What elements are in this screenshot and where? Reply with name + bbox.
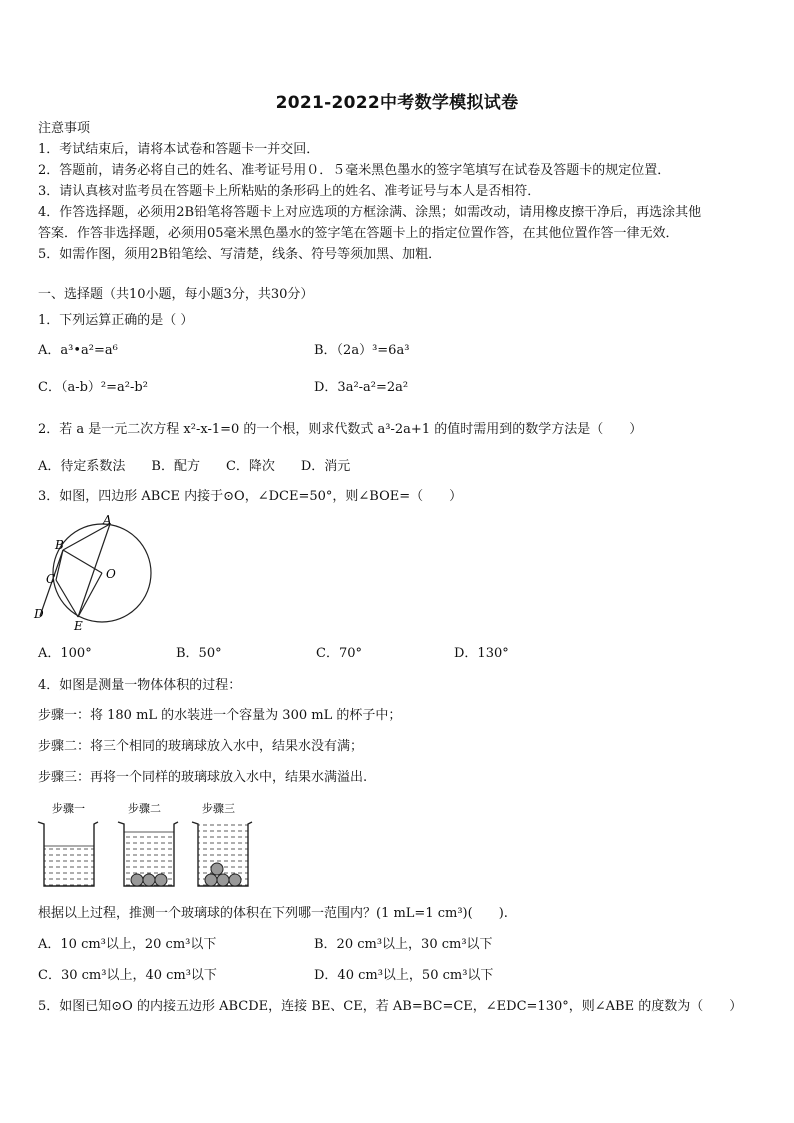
q4-option-b: B．20 cm³以上，30 cm³以下 — [314, 937, 493, 952]
label-a: A — [103, 513, 112, 527]
glass-ball — [205, 874, 217, 886]
section-heading: 一、选择题（共10小题，每小题3分，共30分） — [38, 287, 314, 302]
q1-option-a: A．a³•a²=a⁶ — [38, 343, 118, 358]
beaker-step-2 — [118, 822, 178, 886]
question-4-stem: 4．如图是测量一物体体积的过程： — [38, 678, 242, 693]
glass-ball — [131, 874, 143, 886]
q1-option-b: B．（2a）³=6a³ — [314, 343, 410, 358]
question-3-stem: 3．如图，四边形 ABCE 内接于⊙O，∠DCE=50°，则∠BOE=（ ） — [38, 489, 463, 504]
label-e: E — [74, 619, 83, 633]
q4-option-c: C．30 cm³以上，40 cm³以下 — [38, 968, 217, 983]
q4-step-3: 步骤三：再将一个同样的玻璃球放入水中，结果水满溢出. — [38, 770, 368, 785]
q4-step-1: 步骤一：将 180 mL 的水装进一个容量为 300 mL 的杯子中； — [38, 708, 402, 723]
glass-ball — [211, 863, 223, 875]
segment-oe — [78, 573, 102, 617]
question-2-stem: 2．若 a 是一元二次方程 x²-x-1=0 的一个根，则求代数式 a³-2a+1 的值时需用到的数学方法是（ ） — [38, 422, 643, 437]
beaker-step-3 — [192, 822, 252, 886]
notice-item: 2．答题前，请务必将自己的姓名、准考证号用０．５毫米黑色墨水的签字笔填写在试卷及答题卡的规定位置． — [38, 163, 671, 178]
circle-quadrilateral-figure — [30, 512, 160, 634]
q4-option-d: D．40 cm³以上，50 cm³以下 — [314, 968, 494, 983]
beaker-step-1 — [38, 822, 98, 886]
q2-options: A．待定系数法 B．配方 C．降次 D．消元 — [38, 459, 351, 474]
notice-item: 3．请认真核对监考员在答题卡上所粘贴的条形码上的姓名、准考证号与本人是否相符． — [38, 184, 541, 199]
q3-option-a: A．100° — [38, 646, 92, 661]
label-d: D — [34, 607, 44, 621]
glass-ball — [155, 874, 167, 886]
q1-option-d: D．3a²-a²=2a² — [314, 380, 409, 395]
segment-bo — [63, 550, 102, 573]
glass-ball — [217, 874, 229, 886]
label-o: O — [106, 567, 116, 581]
glass-ball — [229, 874, 241, 886]
notice-heading: 注意事项 — [38, 121, 91, 136]
q3-option-d: D．130° — [454, 646, 509, 661]
page-title: 2021-2022中考数学模拟试卷 — [275, 93, 519, 113]
q3-option-b: B．50° — [176, 646, 222, 661]
q4-step-2: 步骤二：将三个相同的玻璃球放入水中，结果水没有满； — [38, 739, 364, 754]
question-5-stem: 5．如图已知⊙O 的内接五边形 ABCDE，连接 BE、CE，若 AB=BC=CE，∠EDC=130°，则∠ABE 的度数为（ ） — [38, 999, 743, 1014]
segment-ce — [56, 580, 78, 617]
label-c: C — [46, 572, 56, 586]
beaker-label-1: 步骤一 — [52, 802, 85, 815]
q4-question: 根据以上过程，推测一个玻璃球的体积在下列哪一范围内？(1 mL=1 cm³)( ). — [38, 906, 508, 921]
notice-item: 4．作答选择题，必须用2B铅笔将答题卡上对应选项的方框涂满、涂黑；如需改动，请用橡皮擦干净后，再选涂其他 — [38, 205, 702, 220]
beaker-label-2: 步骤二 — [128, 802, 161, 815]
q4-option-a: A．10 cm³以上，20 cm³以下 — [38, 937, 217, 952]
label-b: B — [55, 538, 64, 552]
q1-option-c: C．（a-b）²=a²-b² — [38, 380, 148, 395]
notice-item: 5．如需作图，须用2B铅笔绘、写清楚，线条、符号等须加黑、加粗． — [38, 247, 442, 262]
notice-item: 答案．作答非选择题，必须用05毫米黑色墨水的签字笔在答题卡上的指定位置作答，在其他位置作答一律无效． — [38, 226, 679, 241]
q3-option-c: C．70° — [316, 646, 362, 661]
glass-ball — [143, 874, 155, 886]
question-1-stem: 1．下列运算正确的是（ ） — [38, 313, 194, 328]
notice-item: 1．考试结束后，请将本试卷和答题卡一并交回． — [38, 142, 320, 157]
beakers-figure — [34, 798, 264, 892]
beaker-label-3: 步骤三 — [202, 802, 235, 815]
